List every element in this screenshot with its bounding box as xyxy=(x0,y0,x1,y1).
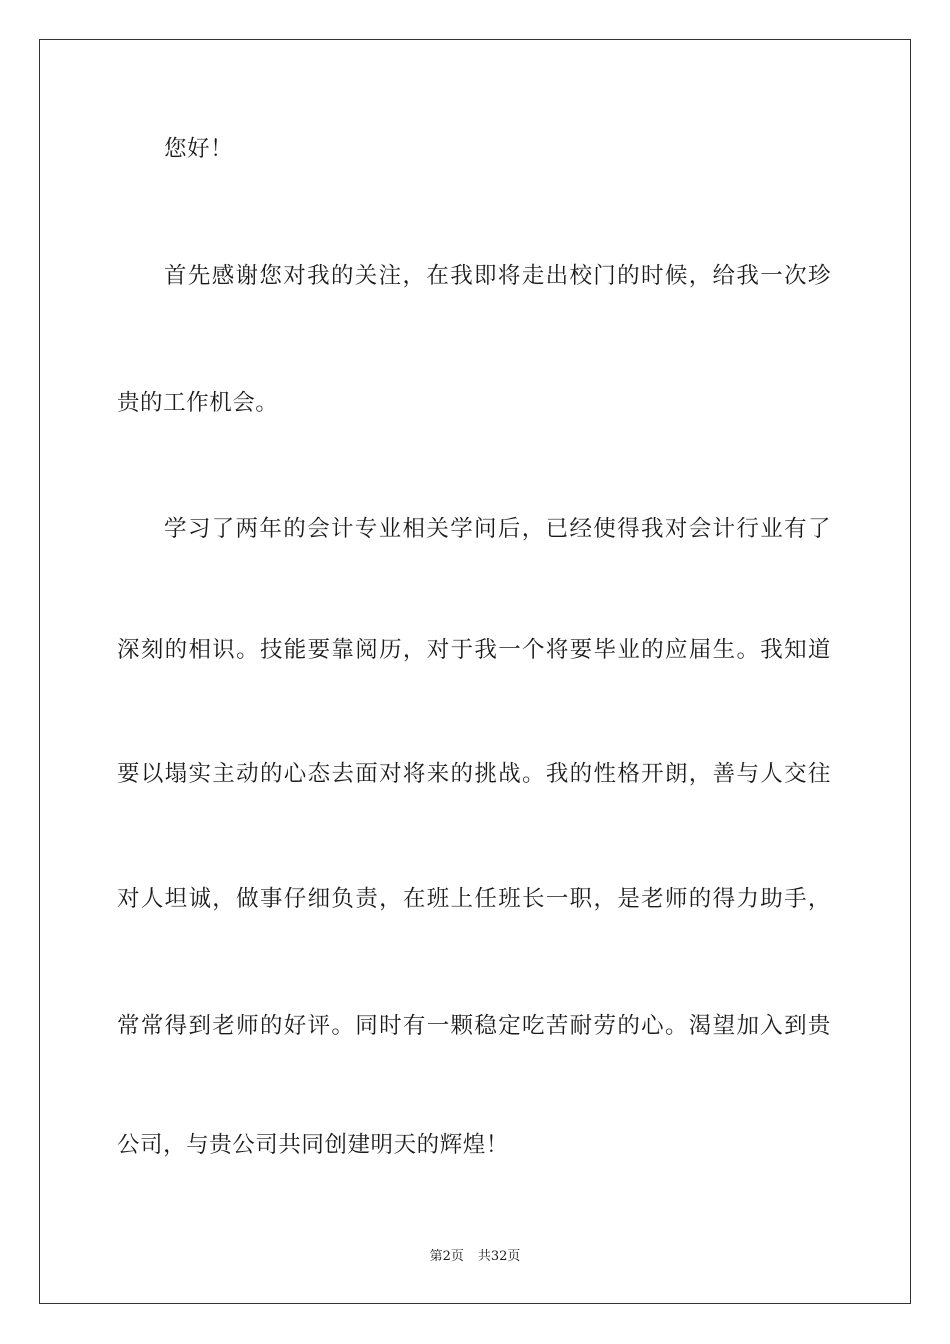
body-line-4: 深刻的相识。技能要靠阅历，对于我一个将要毕业的应届生。我知道 xyxy=(117,637,831,663)
body-line-3: 学习了两年的会计专业相关学问后，已经使得我对会计行业有了 xyxy=(164,516,831,542)
page-footer xyxy=(0,1248,950,1266)
body-line-1: 首先感谢您对我的关注，在我即将走出校门的时候，给我一次珍 xyxy=(164,263,831,289)
body-line-8: 公司，与贵公司共同创建明天的辉煌！ xyxy=(117,1132,509,1158)
page-number: 第2页 xyxy=(429,1249,464,1264)
body-line-6: 对人坦诚，做事仔细负责，在班上任班长一职，是老师的得力助手， xyxy=(117,886,831,912)
page-total: 共32页 xyxy=(477,1249,521,1264)
body-line-2: 贵的工作机会。 xyxy=(117,390,279,416)
body-line-7: 常常得到老师的好评。同时有一颗稳定吃苦耐劳的心。渴望加入到贵 xyxy=(117,1013,831,1039)
page-border xyxy=(39,39,911,1304)
body-line-5: 要以塌实主动的心态去面对将来的挑战。我的性格开朗，善与人交往 xyxy=(117,761,831,787)
greeting-line: 您好！ xyxy=(164,136,234,162)
